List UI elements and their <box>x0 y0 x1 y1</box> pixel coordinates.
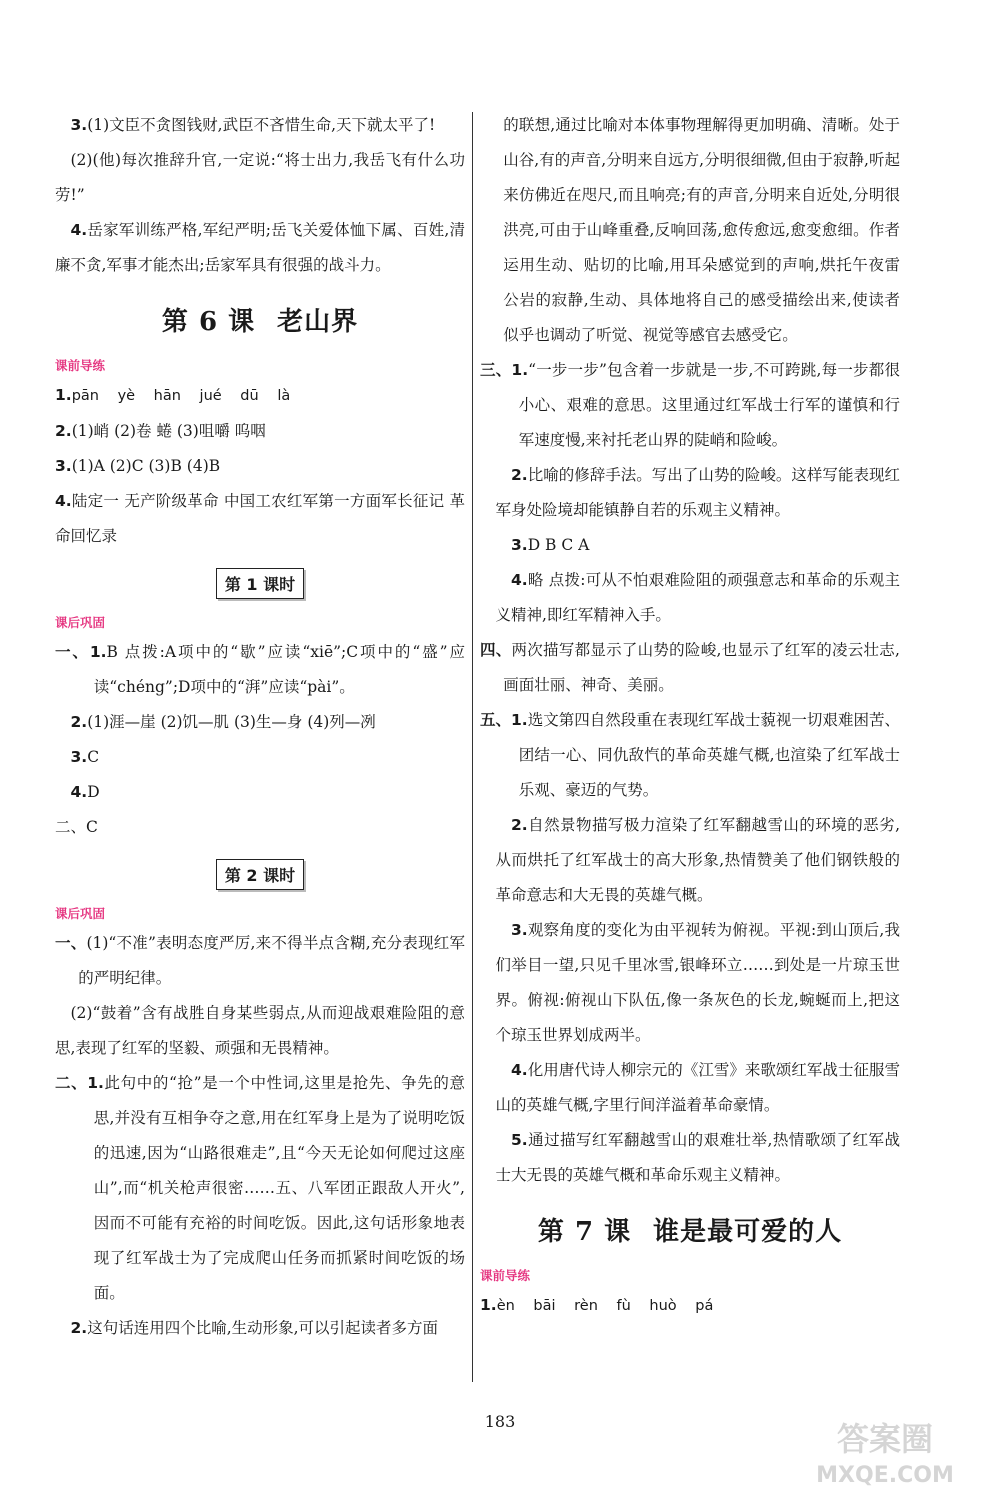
section-pre-practice-7: 课前导练 <box>480 1268 531 1283</box>
q2: 2.(1)峭 (2)卷 蜷 (3)咀嚼 呜咽 <box>55 422 266 440</box>
v1-pinyin: 1.èn bāi rèn fù huò pá <box>480 1296 714 1314</box>
u2: 2.自然景物描写极力渲染了红军翻越雪山的环境的恶劣,从而烘托了红军战士的高大形象,热情赞美了他们钢铁般的革命意志和大无畏的英雄气概。 <box>495 816 900 904</box>
column-divider <box>472 112 473 1382</box>
u3: 3.观察角度的变化为由平视转为俯视。平视:到山顶后,我们举目一望,只见千里冰雪,银峰环立……到处是一片琼玉世界。俯视:俯视山下队伍,像一条灰色的长龙,蜿蜒而上,把这个琼玉世界划成两半。 <box>495 921 900 1044</box>
q4: 4.陆定一 无产阶级革命 中国工农红军第一方面军长征记 革命回忆录 <box>55 492 465 545</box>
s3: 3.D B C A <box>511 536 590 554</box>
u4: 4.化用唐代诗人柳宗元的《江雪》来歌颂红军战士征服雪山的英雄气概,字里行间洋溢着革命豪情。 <box>495 1061 900 1114</box>
q3: 3.(1)A (2)C (3)B (4)B <box>55 457 221 475</box>
s2: 2.比喻的修辞手法。写出了山势的险峻。这样写能表现红军身处险境却能镇静自若的乐观主义精神。 <box>495 466 900 519</box>
answer-3-2: (2)(他)每次推辞升官,一定说:“将士出力,我岳飞有什么功劳!” <box>55 151 465 204</box>
section-post-practice-1: 课后巩固 <box>55 615 106 630</box>
d2: 2.这句话连用四个比喻,生动形象,可以引起读者多方面 <box>70 1319 439 1337</box>
lesson-7-title: 第 7 课 谁是最可爱的人 <box>537 1217 843 1247</box>
section-post-practice-2: 课后巩固 <box>55 906 106 921</box>
page-number: 183 <box>484 1412 516 1431</box>
answer-3-1: 3.(1)文臣不贪图钱财,武臣不吝惜生命,天下就太平了! <box>70 116 436 134</box>
c2: (2)“鼓着”含有战胜自身某些弱点,从而迎战艰难险阻的意思,表现了红军的坚毅、顽强和无畏精神。 <box>55 1004 465 1057</box>
a1: 一、1.B 点拨:A项中的“歇”应读“xiē”;C项中的“盛”应读“chéng”;D项中的“湃”应读“pài”。 <box>55 643 465 696</box>
watermark-line1: 答案圈 <box>836 1420 934 1458</box>
right-column <box>480 108 900 1324</box>
d1: 二、1.此句中的“抢”是一个中性词,这里是抢先、争先的意思,并没有互相争夺之意,用在红军身上是为了说明吃饭的迅速,因为“山路很难走”,且“今天无论如何爬过这座山”,而“机关枪声很密……五、八军团正跟敌人开火”,因而不可能有充裕的时间吃饭。因此,这句话形象地表现了红军战士为了完成爬山任务而抓紧时间吃饭的场面。 <box>55 1074 465 1302</box>
r1: 的联想,通过比喻对本体事物理解得更加明确、清晰。处于山谷,有的声音,分明来自远方,分明很细微,但由于寂静,听起来仿佛近在咫尺,而且响亮;有的声音,分明来自近处,分明很洪亮,可由于山峰重叠,反响回荡,愈传愈远,愈变愈细。作者运用生动、贴切的比喻,用耳朵感觉到的声响,烘托午夜雷公岩的寂静,生动、具体地将自己的感受描绘出来,使读者似乎也调动了听觉、视觉等感官去感受它。 <box>503 116 900 344</box>
period-1-heading: 第 1 课时 <box>55 568 465 599</box>
a3: 3.C <box>70 748 100 766</box>
answer-4: 4.岳家军训练严格,军纪严明;岳飞关爱体恤下属、百姓,清廉不贪,军事才能杰出;岳家军具有很强的战斗力。 <box>55 221 465 274</box>
lesson-6-title: 第 6 课 老山界 <box>161 307 359 337</box>
watermark-line2: MXQE.COM <box>816 1463 954 1488</box>
period-2-heading: 第 2 课时 <box>55 859 465 890</box>
a2: 2.(1)涯—崖 (2)饥—肌 (3)生—身 (4)列—冽 <box>70 713 376 731</box>
c1: 一、(1)“不准”表明态度严厉,来不得半点含糊,充分表现红军的严明纪律。 <box>55 934 465 987</box>
left-column <box>55 108 465 1346</box>
b1: 二、C <box>55 818 98 836</box>
s1: 三、1.“一步一步”包含着一步就是一步,不可跨跳,每一步都很小心、艰难的意思。这里通过红军战士行军的谨慎和行军速度慢,来衬托老山界的陡峭和险峻。 <box>480 361 900 449</box>
u1: 五、1.选文第四自然段重在表现红军战士藐视一切艰难困苦、团结一心、同仇敌忾的革命英雄气概,也渲染了红军战士乐观、豪迈的气势。 <box>480 711 900 799</box>
watermark-logo <box>790 1410 980 1490</box>
s4: 4.略 点拨:可从不怕艰难险阻的顽强意志和革命的乐观主义精神,即红军精神入手。 <box>495 571 900 624</box>
section-pre-practice: 课前导练 <box>55 358 106 373</box>
q1-pinyin: 1.pān yè hān jué dū là <box>55 386 291 404</box>
u5: 5.通过描写红军翻越雪山的艰难壮举,热情歌颂了红军战士大无畏的英雄气概和革命乐观主义精神。 <box>495 1131 900 1184</box>
a4: 4.D <box>70 783 100 801</box>
t1: 四、两次描写都显示了山势的险峻,也显示了红军的凌云壮志,画面壮丽、神奇、美丽。 <box>480 641 900 694</box>
